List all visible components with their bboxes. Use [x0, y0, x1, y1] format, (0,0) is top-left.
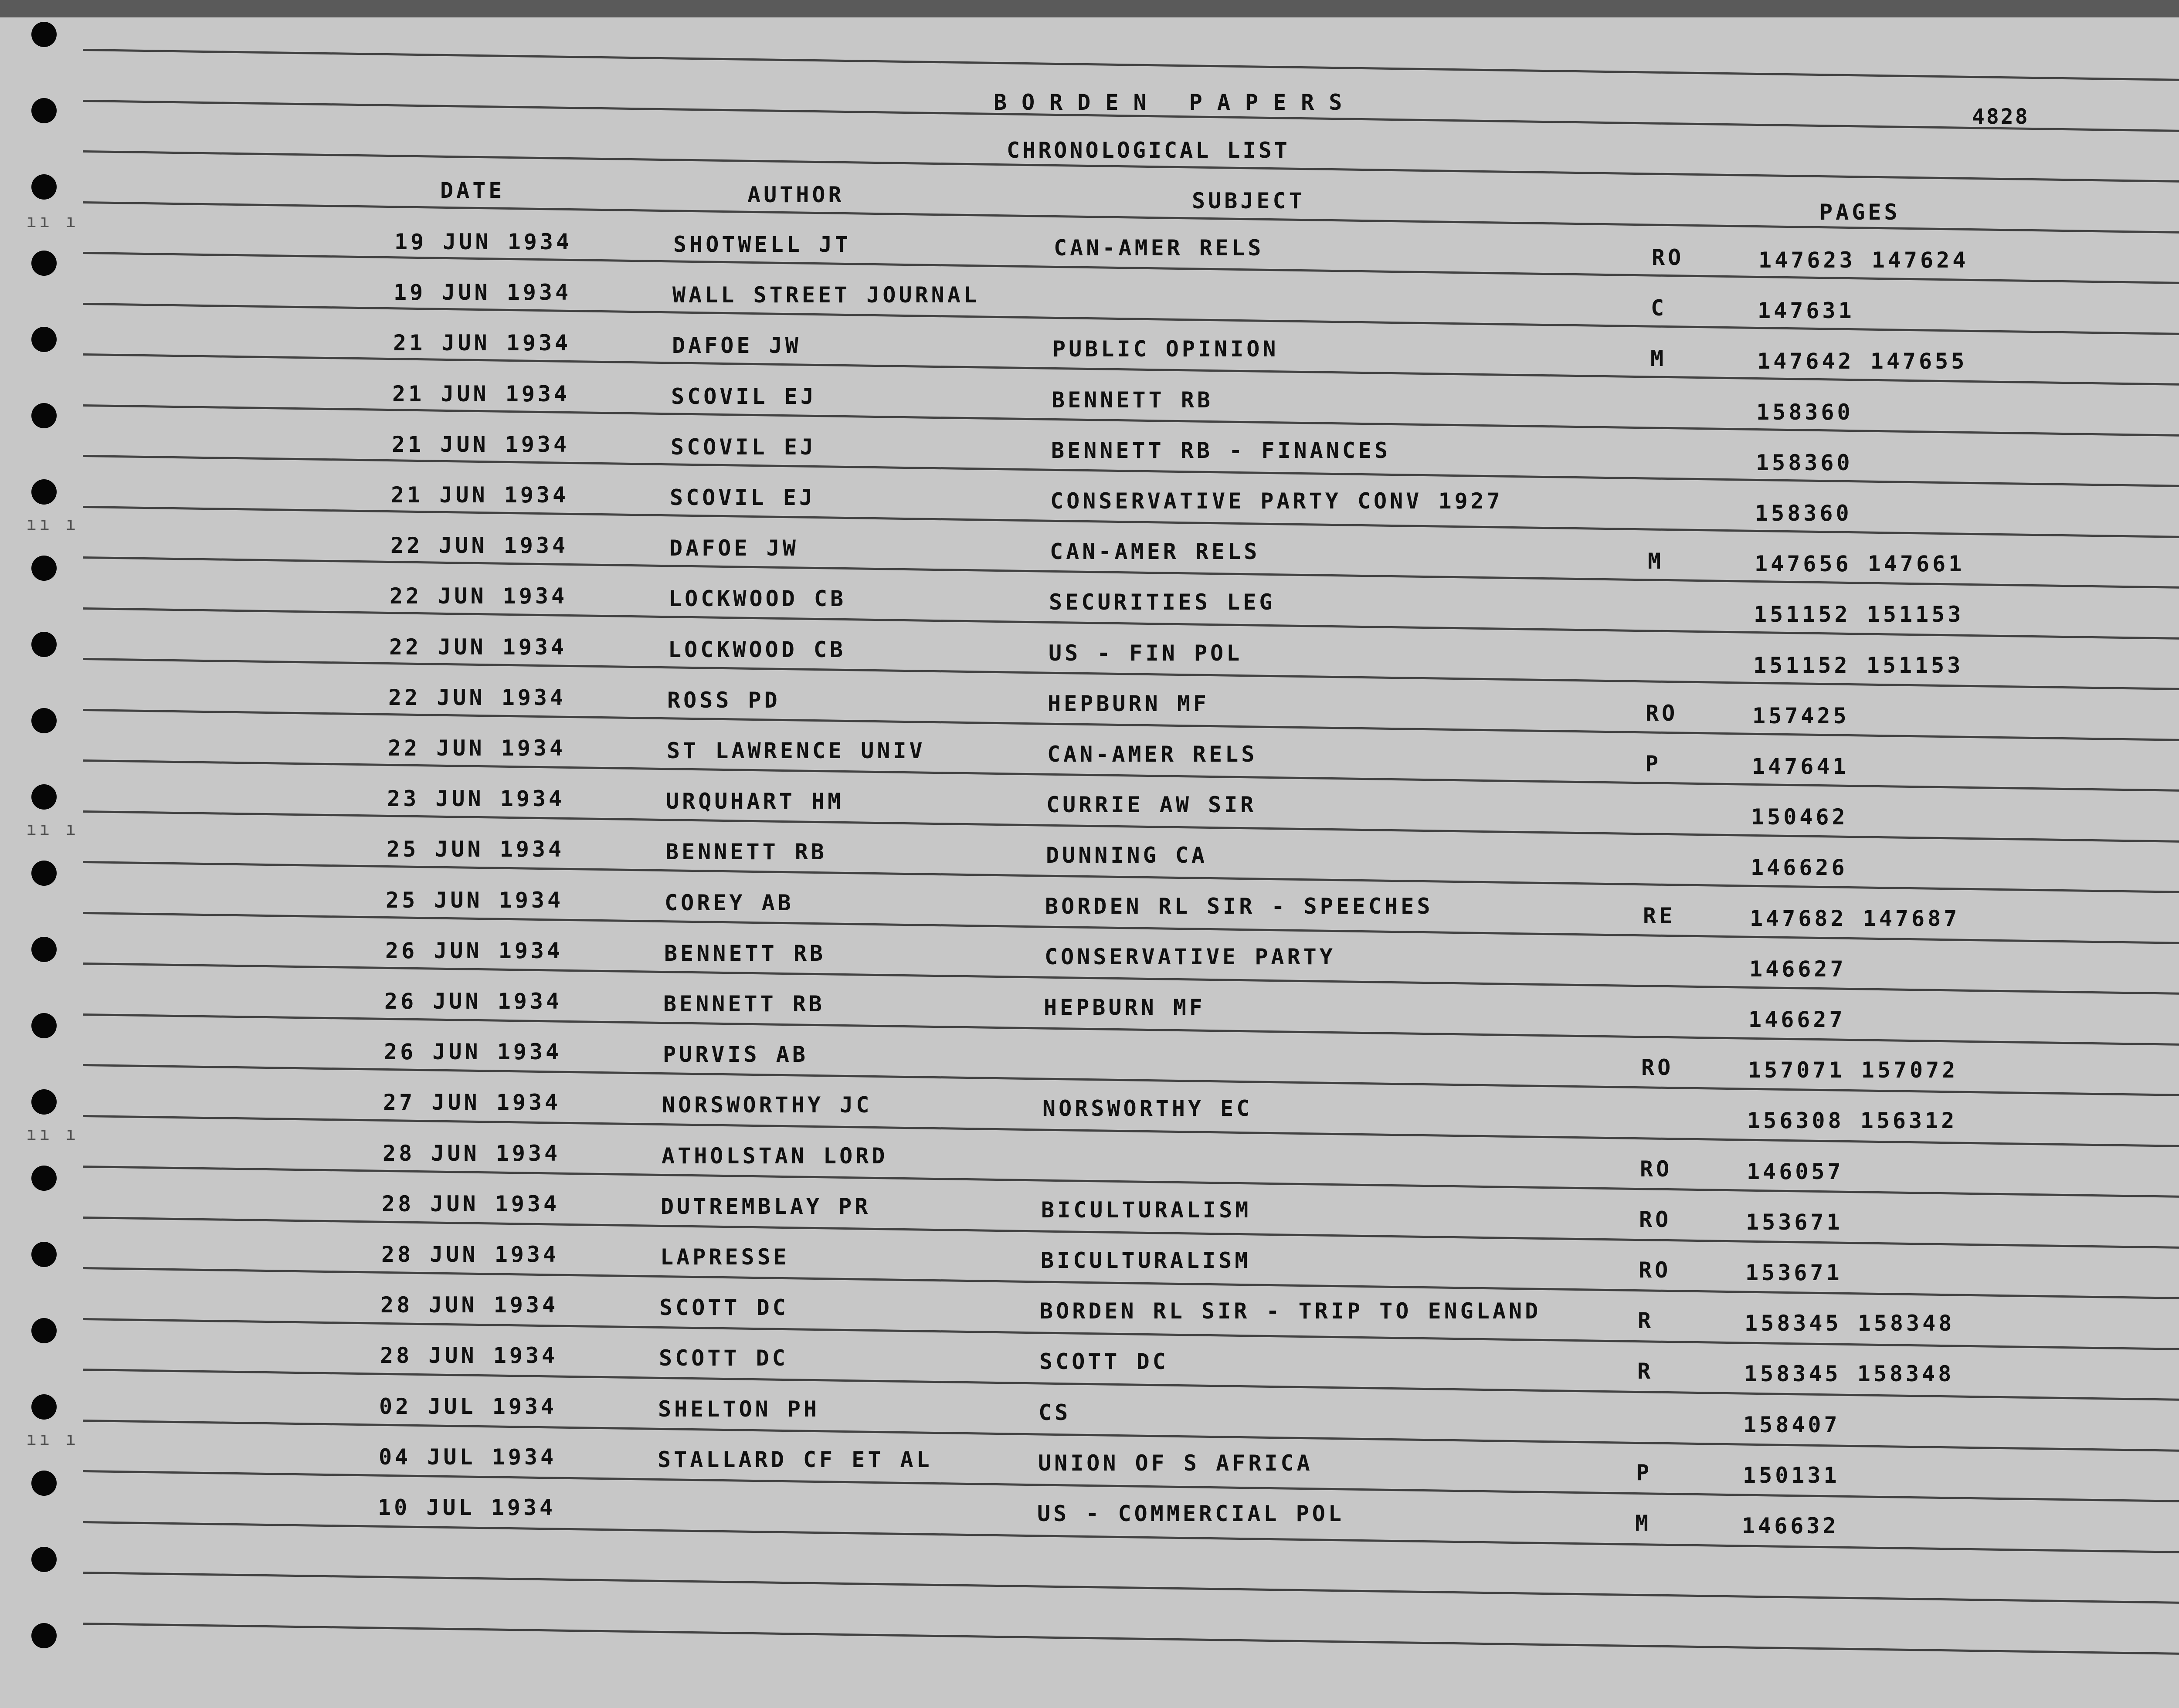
row-date: 19 JUN 1934 [394, 280, 572, 305]
margin-tick-mark: ıı ı [26, 819, 79, 839]
row-pages: 157425 [1752, 703, 1850, 729]
row-pages: 147642 147655 [1757, 349, 1968, 374]
row-author: WALL STREET JOURNAL [672, 282, 980, 308]
feed-hole [31, 937, 57, 962]
row-pages: 150462 [1751, 804, 1848, 830]
row-pages: 158360 [1755, 501, 1852, 526]
row-subject: HEPBURN MF [1048, 691, 1210, 716]
row-author: BENNETT RB [663, 991, 825, 1017]
row-date: 22 JUN 1934 [390, 583, 568, 609]
row-author: NORSWORTHY JC [662, 1092, 872, 1118]
row-date: 21 JUN 1934 [392, 431, 570, 457]
row-date: 23 JUN 1934 [387, 786, 565, 812]
row-author: LOCKWOOD CB [669, 586, 847, 612]
row-pages: 153671 [1745, 1260, 1843, 1285]
row-pages: 147682 147687 [1750, 905, 1960, 931]
row-author: DAFOE JW [669, 535, 799, 561]
row-subject: PUBLIC OPINION [1052, 336, 1279, 362]
row-date: 21 JUN 1934 [393, 330, 571, 356]
row-date: 27 JUN 1934 [383, 1090, 561, 1115]
feed-hole [31, 1013, 57, 1038]
feed-hole [31, 1394, 57, 1420]
row-author: LAPRESSE [660, 1244, 790, 1270]
row-subject: CONSERVATIVE PARTY [1045, 944, 1336, 969]
row-code: P [1645, 751, 1662, 776]
row-author: ST LAWRENCE UNIV [667, 738, 926, 763]
feed-hole [31, 1547, 57, 1572]
row-pages: 151152 151153 [1754, 602, 1964, 627]
row-code: R [1638, 1308, 1654, 1334]
row-date: 28 JUN 1934 [380, 1292, 559, 1318]
margin-tick-mark: ıı ı [26, 1429, 79, 1449]
row-author: DAFOE JW [672, 333, 801, 359]
row-code: RO [1646, 700, 1678, 726]
row-date: 28 JUN 1934 [383, 1140, 561, 1166]
row-subject: CURRIE AW SIR [1046, 792, 1257, 818]
row-code: M [1650, 346, 1667, 372]
row-code: RO [1641, 1055, 1674, 1081]
row-code: RO [1639, 1206, 1672, 1232]
row-author: LOCKWOOD CB [668, 637, 846, 662]
row-code: RE [1643, 903, 1676, 929]
feed-hole [31, 1242, 57, 1267]
row-author: URQUHART HM [666, 789, 844, 814]
row-author: COREY AB [665, 890, 794, 915]
document-subtitle: CHRONOLOGICAL LIST [1007, 138, 1290, 163]
row-author: ATHOLSTAN LORD [662, 1143, 888, 1169]
row-pages: 158345 158348 [1744, 1361, 1955, 1387]
row-date: 28 JUN 1934 [382, 1191, 560, 1217]
row-subject: NORSWORTHY EC [1042, 1096, 1253, 1122]
row-subject: BICULTURALISM [1041, 1248, 1251, 1273]
row-pages: 146627 [1749, 956, 1846, 982]
column-header-pages: PAGES [1819, 200, 1901, 225]
feed-hole [31, 22, 57, 47]
row-subject: CAN-AMER RELS [1050, 539, 1260, 565]
document-title: BORDEN PAPERS [994, 90, 1357, 115]
row-pages: 150131 [1743, 1462, 1840, 1488]
feed-hole [31, 479, 57, 505]
row-pages: 146627 [1748, 1007, 1846, 1032]
row-author: SCOTT DC [659, 1295, 789, 1321]
row-date: 26 JUN 1934 [384, 989, 563, 1014]
row-subject: UNION OF S AFRICA [1038, 1450, 1313, 1476]
row-pages: 147641 [1752, 754, 1849, 779]
row-date: 22 JUN 1934 [388, 735, 566, 761]
column-header-author: AUTHOR [747, 182, 845, 207]
form-rule [83, 1623, 2179, 1656]
margin-tick-mark: ıı ı [26, 211, 79, 231]
row-subject: BORDEN RL SIR - TRIP TO ENGLAND [1040, 1298, 1541, 1324]
row-date: 26 JUN 1934 [384, 1039, 562, 1065]
feed-hole [31, 327, 57, 352]
row-pages: 147623 147624 [1758, 247, 1969, 273]
row-subject: HEPBURN MF [1044, 995, 1206, 1020]
feed-hole [31, 98, 57, 123]
row-pages: 147656 147661 [1755, 551, 1965, 577]
row-author: BENNETT RB [665, 839, 828, 865]
row-subject: CAN-AMER RELS [1047, 742, 1258, 767]
row-code: RO [1652, 245, 1684, 270]
row-pages: 156308 156312 [1747, 1108, 1958, 1134]
row-date: 25 JUN 1934 [386, 887, 564, 913]
feed-hole [31, 784, 57, 810]
margin-tick-mark: ıı ı [26, 1124, 79, 1144]
row-date: 21 JUN 1934 [391, 482, 569, 508]
column-header-subject: SUBJECT [1192, 188, 1305, 214]
row-author: SHOTWELL JT [673, 232, 852, 257]
feed-hole [31, 708, 57, 733]
feed-hole [31, 1623, 57, 1648]
row-author: ROSS PD [667, 687, 781, 713]
row-code: P [1636, 1460, 1653, 1485]
row-date: 10 JUL 1934 [378, 1495, 556, 1520]
row-code: M [1635, 1511, 1652, 1536]
feed-hole [31, 251, 57, 276]
scan-top-edge [0, 0, 2179, 17]
row-date: 21 JUN 1934 [392, 381, 570, 407]
row-subject: BENNETT RB - FINANCES [1051, 437, 1391, 463]
row-pages: 153671 [1746, 1209, 1843, 1235]
row-subject: DUNNING CA [1046, 843, 1208, 868]
row-date: 25 JUN 1934 [387, 837, 565, 862]
row-pages: 157071 157072 [1748, 1057, 1958, 1083]
margin-tick-mark: ıı ı [26, 514, 79, 534]
row-pages: 147631 [1758, 298, 1855, 324]
page-number: 4828 [1972, 105, 2030, 129]
row-author: STALLARD CF ET AL [658, 1447, 933, 1472]
row-code: M [1648, 549, 1664, 574]
row-code: RO [1639, 1257, 1671, 1283]
form-rule [83, 1572, 2179, 1605]
form-rule [83, 49, 2179, 82]
feed-hole [31, 861, 57, 886]
row-code: RO [1640, 1156, 1673, 1182]
row-code: C [1651, 295, 1667, 321]
feed-hole [31, 556, 57, 581]
row-subject: SCOTT DC [1039, 1349, 1169, 1375]
row-pages: 146057 [1747, 1159, 1844, 1184]
row-code: R [1637, 1359, 1654, 1384]
row-subject: CS [1039, 1400, 1071, 1425]
row-date: 22 JUN 1934 [390, 533, 569, 559]
row-subject: BICULTURALISM [1041, 1197, 1252, 1223]
row-date: 28 JUN 1934 [380, 1343, 558, 1369]
row-date: 26 JUN 1934 [385, 938, 563, 963]
row-subject: SECURITIES LEG [1049, 590, 1276, 615]
feed-hole [31, 632, 57, 657]
row-date: 22 JUN 1934 [388, 685, 567, 710]
row-author: DUTREMBLAY PR [661, 1193, 871, 1219]
row-author: PURVIS AB [663, 1042, 808, 1068]
feed-hole [31, 1318, 57, 1343]
row-date: 28 JUN 1934 [381, 1242, 560, 1267]
row-author: SCOTT DC [659, 1345, 788, 1371]
row-date: 22 JUN 1934 [389, 634, 567, 660]
row-date: 02 JUL 1934 [379, 1393, 557, 1419]
row-pages: 146632 [1742, 1513, 1839, 1539]
row-subject: CONSERVATIVE PARTY CONV 1927 [1050, 488, 1503, 514]
feed-hole [31, 1166, 57, 1191]
row-pages: 158407 [1743, 1412, 1840, 1437]
row-author: SCOVIL EJ [670, 485, 815, 510]
row-date: 19 JUN 1934 [394, 229, 573, 254]
row-date: 04 JUL 1934 [379, 1444, 557, 1470]
row-subject: CAN-AMER RELS [1054, 235, 1264, 261]
row-pages: 158360 [1756, 399, 1853, 425]
row-author: SCOVIL EJ [671, 434, 816, 460]
feed-hole [31, 174, 57, 200]
row-author: SCOVIL EJ [671, 383, 817, 409]
row-author: BENNETT RB [664, 940, 826, 966]
row-subject: BORDEN RL SIR - SPEECHES [1045, 893, 1433, 919]
feed-hole [31, 1089, 57, 1115]
row-subject: US - COMMERCIAL POL [1037, 1501, 1344, 1526]
feed-hole [31, 403, 57, 428]
row-pages: 146626 [1751, 855, 1848, 881]
row-pages: 158345 158348 [1745, 1311, 1955, 1336]
column-header-date: DATE [440, 178, 505, 203]
row-author: SHELTON PH [658, 1396, 820, 1422]
feed-hole [31, 1471, 57, 1496]
row-subject: US - FIN POL [1049, 640, 1243, 666]
row-pages: 151152 151153 [1753, 652, 1964, 678]
row-pages: 158360 [1756, 450, 1853, 475]
row-subject: BENNETT RB [1052, 387, 1214, 413]
